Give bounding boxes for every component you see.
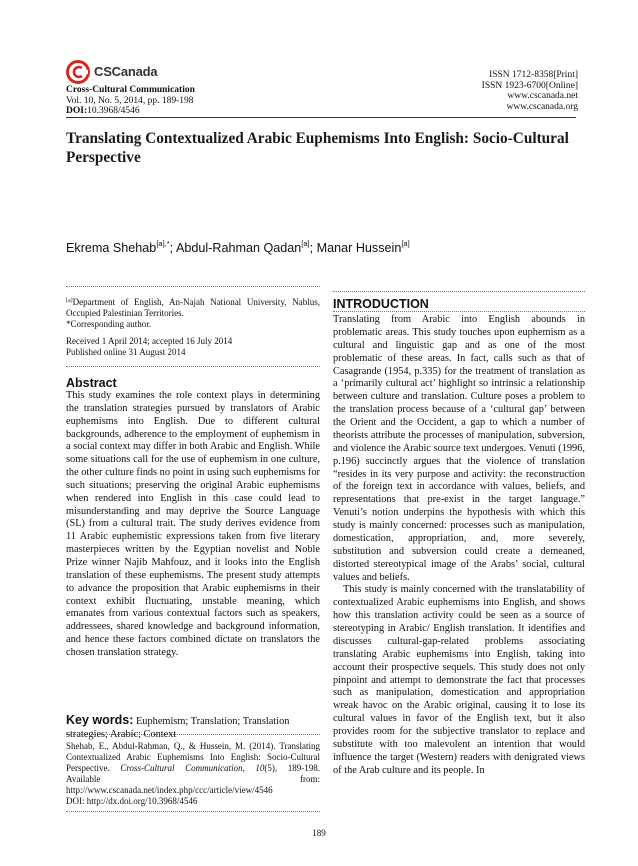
- author-affiliation-mark: [a],*: [156, 239, 170, 248]
- divider: [66, 286, 320, 287]
- divider: [333, 291, 585, 292]
- issn-online: ISSN 1923-6700[Online]: [481, 80, 578, 91]
- journal-volume: Vol. 10, No. 5, 2014, pp. 189-198: [66, 95, 194, 106]
- corresponding-author-note: *Corresponding author.: [66, 318, 151, 329]
- author-affiliation-mark: [a]: [301, 239, 310, 248]
- website-net[interactable]: www.cscanada.net: [507, 91, 578, 101]
- author-separator: ;: [309, 241, 317, 255]
- issn-block: [482, 70, 578, 112]
- article-dates: [66, 336, 320, 358]
- author-affiliation-mark: [a]: [401, 239, 410, 248]
- divider: [333, 311, 585, 312]
- doi-label: DOI:: [66, 106, 88, 116]
- journal-info: [66, 85, 195, 117]
- affiliation: [66, 296, 320, 329]
- citation-journal: Cross-Cultural Communication, 10: [120, 762, 265, 773]
- introduction-heading: INTRODUCTION: [333, 297, 429, 311]
- publisher-name: CSCanada: [94, 64, 158, 79]
- affiliation-text: Department of English, An-Najah National University, Nablus, Occupied Palestinian Territories.: [66, 297, 320, 318]
- author-separator: ;: [169, 241, 176, 255]
- citation-text-tail[interactable]: (5), 189-198. Available from: http://www.cscanada.net/index.php/ccc/article/view/4546: [66, 762, 320, 795]
- divider: [66, 366, 320, 367]
- affiliation-mark: [a]: [66, 298, 73, 304]
- journal-name: Cross-Cultural Communication: [66, 85, 195, 95]
- abstract-heading: Abstract: [66, 376, 117, 390]
- keywords: [66, 714, 320, 742]
- citation-doi[interactable]: DOI: http://dx.doi.org/10.3968/4546: [66, 795, 198, 806]
- introduction-paragraph: This study is mainly concerned with the translatability of contextualized Arabic euphemisms into English, and shows how this translation activity could be seen as a source of stereotyping in Arabic/ English translation. It identifies and discusses cultural-gap-related problems associating translating Arabic euphemisms into English, taking into account their prospective sequels. This study does not only pinpoint and attempt to demonstrate the fact that processes such as manipulation, domestication and appropriation wreak havoc on the Arabic original, causing it to lose its cultural values in favor of the English text, but it also provides room for the subjective translator to replace and substitute with too malevolent an intention that would influence the target (Western) readers with denigrated views of the Arab culture and its people. In: [333, 584, 585, 776]
- abstract-text: This study examines the role context plays in determining the translation strategies pursued by translators of Arabic euphemisms into English. Due to different cultural backgrounds, adherence to the employment of euphemism in a social context may differ in both Arabic and English. While some situations call for the use of euphemism in one culture, the other culture finds no point in using such euphemisms for such situations; preserving the original Arabic euphemisms when rendered into English in this case could lead to misunderstanding and may deprive the Source Language (SL) from a cultural trait. The study derives evidence from 11 Arabic euphemistic expressions taken from five literary masterpieces written by the Egyptian novelist and Noble Prize winner Najib Mahfouz, and it looks into the English translation of these euphemisms. The present study attempts to advance the proposition that Arabic euphemisms in their context exhibit fluctuating, unstable meaning, which emanates from various contextual factors such as speakers, addressees, shared knowledge and background information, and hence these factors combined dictate on translators the chosen translation strategy.: [66, 390, 320, 658]
- received-date: Received 1 April 2014; accepted 16 July 2014: [66, 336, 233, 346]
- citation-block: [66, 741, 320, 806]
- article-title: Translating Contextualized Arabic Euphemisms Into English: Socio-Cultural Perspective: [66, 130, 569, 166]
- publisher-logo: [66, 60, 286, 86]
- author-list: [66, 239, 410, 255]
- divider: [66, 811, 320, 812]
- introduction-body: [333, 314, 585, 778]
- cscanada-logo-icon: [66, 60, 90, 84]
- header-rule: [66, 117, 576, 118]
- keywords-label: Key words:: [66, 713, 134, 727]
- author-name: Ekrema Shehab: [66, 241, 157, 255]
- journal-doi: 10.3968/4546: [87, 106, 140, 116]
- website-org[interactable]: www.cscanada.org: [506, 101, 578, 112]
- introduction-paragraph: Translating from Arabic into English abounds in problematic areas. This study touches upon euphemism as a cultural and linguistic gap and as one of the most problematic of these areas. In fact, calls such as that of Casagrande (1954, p.335) for the treatment of translation as a ‘primarily cultural act’ highlight so intrinsic a relationship between culture and translation. Culture poses a problem to the translation process because of a ‘cultural gap’ between the Orient and the Occident, a gap to which a number of theorists attribute the processes of manipulation, subversion, and violence the Arabic source text undergoes. Venuti (1996, p.196) succinctly argues that the violence of translation “resides in its very purpose and activity: the reconstruction of the foreign text in accordance with values, beliefs, and representations that pre-exist in the target language.” Venuti’s notion underpins the hypothesis with which this study is mainly concerned: processes such as manipulation, domestication, appropriation, and, more severely, substitution and subversion could create a demeaned, distorted stereotypical image of the Arabs’ social, cultural values and beliefs.: [333, 314, 585, 583]
- citation-text: Shehab, E., Abdul-Rahman, Q., & Hussein, M. (2014). Translating Contextualized Arabic Euphemisms Into English: Socio-Cultural Perspective.: [66, 741, 320, 773]
- author-name: Manar Hussein: [316, 241, 402, 255]
- published-date: Published online 31 August 2014: [66, 346, 186, 357]
- author-name: Abdul-Rahman Qadan: [175, 241, 302, 255]
- page-number: 189: [312, 828, 326, 838]
- keywords-text: Euphemism; Translation; Translation strategies; Arabic; Context: [66, 716, 290, 740]
- issn-print: ISSN 1712-8358[Print]: [489, 70, 578, 80]
